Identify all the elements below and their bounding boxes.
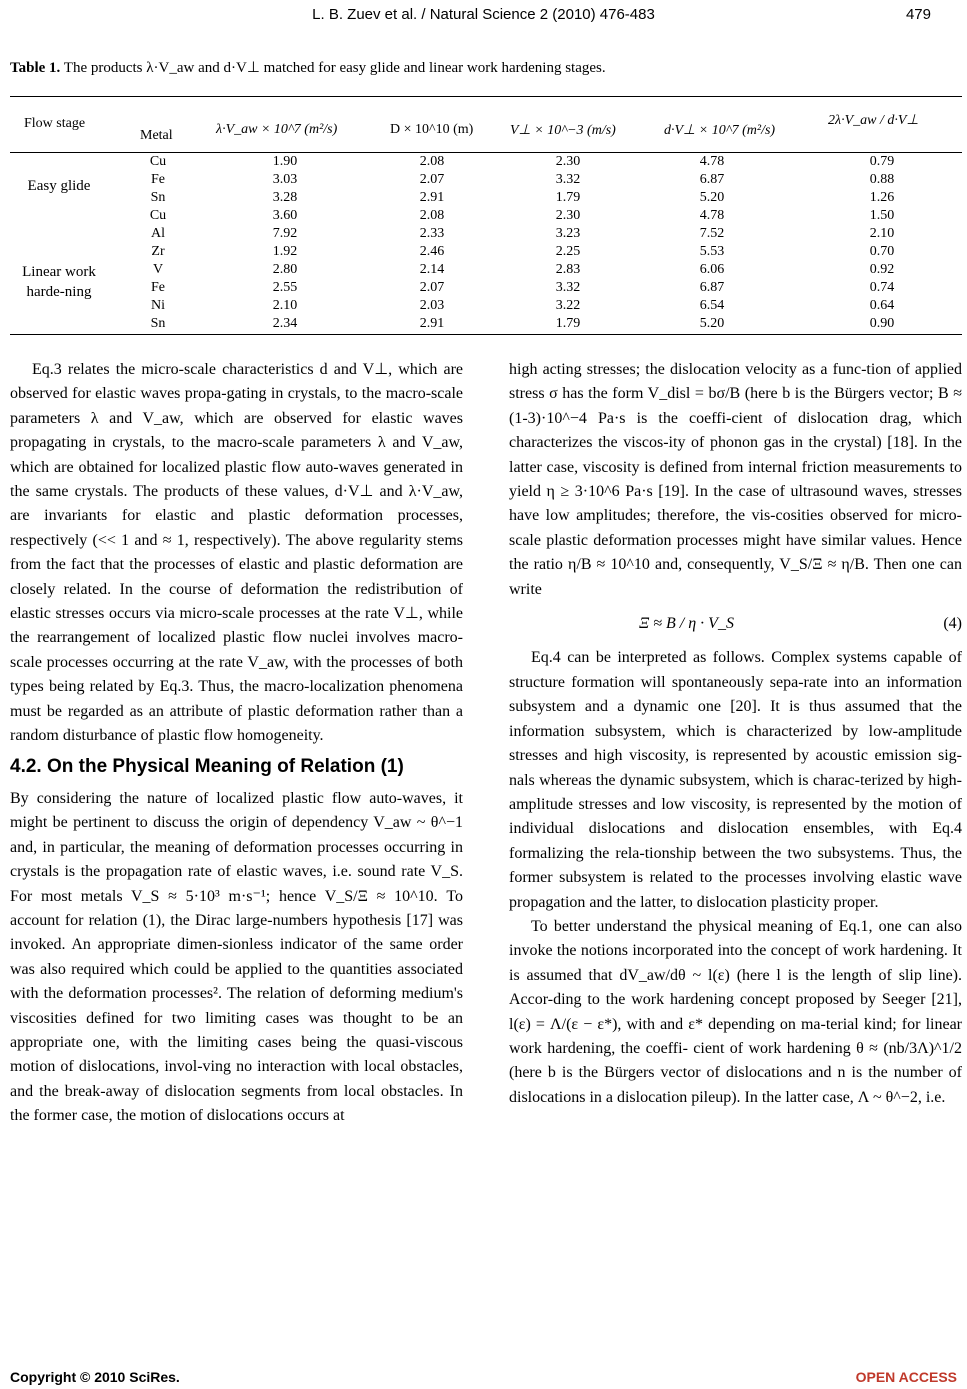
table-cell: 3.60 [272,208,298,223]
table-cell-metal: Fe [151,280,165,295]
table-cell: 2.14 [419,262,445,277]
table-cell: 0.64 [869,298,895,313]
page-number: 479 [905,6,931,23]
stage-linear-hardening: Linear work harde-ning [22,264,96,300]
footer-copyright: Copyright © 2010 SciRes. [10,1369,180,1385]
table-cell: 2.91 [419,316,445,331]
table-caption-label: Table 1. [10,60,61,76]
table-cell-metal: Fe [151,172,165,187]
table-cell: 7.52 [699,226,725,241]
table-cell: 2.33 [419,226,445,241]
paragraph: Eq.3 relates the micro-scale characteristics d and V⊥, which are observed for elastic waves propa-gating in crystals, to the macro-scale parameters λ and V_aw, which are observed for elastic waves propagating in crystals, to the macro-scale parameters λ and V_aw, which are obtained for localized plastic flow auto-waves generated in the same crystals. The products of these values, d·V⊥ and λ·V_aw, are invariants for elastic and plastic deformation processes, respectively (<< 1 and ≈ 1, respectively). The above regularity stems from the fact that the processes of elastic and plastic deformation are closely related. In the course of deformation the redistribution of elastic stresses occurs via micro-scale processes at the rate V⊥, while the rearrangement of localized plastic flow nuclei involves macro-scale processes occurring at the rate V_aw, with the processes of both types being related by Eq.3. Thus, the macro-localization phenomena must be regarded as an attribute of plastic deformation rather than a random disturbance of plastic flow homogeneity. [10,361,463,745]
table-cell: 2.34 [272,316,298,331]
equation-body: Ξ ≈ B / η · V_S [639,615,734,633]
stage-easy-glide: Easy glide [27,178,91,194]
header-lambda-vaw: λ·V_aw × 10^7 (m²/s) [216,122,338,137]
header-d: D × 10^10 (m) [390,122,474,137]
table-cell: 2.83 [555,262,581,277]
left-column [10,358,463,1129]
table-cell: 0.70 [869,244,895,259]
table-cell: 3.03 [272,172,298,187]
table-cell: 3.23 [555,226,581,241]
table-cell: 2.08 [419,154,445,169]
table-caption [10,58,606,77]
table-cell-metal: Sn [150,190,166,205]
table-cell-metal: Zr [151,244,165,259]
table-cell: 1.79 [555,316,581,331]
table-cell: 2.03 [419,298,445,313]
table-cell: 2.07 [419,172,445,187]
table-cell: 5.20 [699,316,725,331]
table-cell: 2.08 [419,208,445,223]
table-cell-metal: Cu [149,208,167,223]
table-cell: 0.92 [869,262,895,277]
table-cell: 1.92 [272,244,298,259]
paragraph: By considering the nature of localized plastic flow auto-waves, it might be pertinent to discuss the origin of dependency V_aw ~ θ^−1 and, in particular, the meaning of deformation processes occurring in crystals is the propagation rate of elastic waves, i.e. sound rate V_S. For most metals V_S ≈ 5·10³ m·s⁻¹; hence V_S/Ξ ≈ 10^10. To account for relation (1), the Dirac large-numbers hypothesis [17] was invoked. An appropriate dimen-sionless indicator of the same order was also required which could be applied to the quantities associated with the deformation processes². The relation of deforming medium's viscosities defined for two limiting cases was thought to be an appropriate one, with the limiting cases being the quasi-viscous motion of dislocations, invol-ving no interaction with local obstacles, and the break-away of dislocation segments from local obstacles. In the former case, the motion of dislocations occurs at [10,789,463,1125]
table-cell-metal: Al [151,226,165,241]
table-cell: 2.30 [555,154,581,169]
paragraph: To better understand the physical meaning of Eq.1, one can also invoke the notions incorporated into the concept of work hardening. It is assumed that dV_aw/dθ ~ l(ε) (here l is the length of slip line). Accor-ding to the work hardening concept proposed by Seeger [21], l(ε) = Λ/(ε − ε*), with and ε* depending on ma-terial kind; for linear work hardening, the coeffi- cient of work hardening θ ≈ (nb/3Λ)^1/2 (here b is the Bürgers vector of dislocations and n is the number of dislocations in a dislocation pileup). In the latter case, Λ ~ θ^−2, i.e. [509,917,962,1106]
header-v-perp: V⊥ × 10^−3 (m/s) [510,123,616,138]
table-cell: 1.79 [555,190,581,205]
equation-4 [509,612,962,636]
table-cell: 4.78 [699,208,725,223]
right-column [509,358,962,1110]
table-cell: 2.07 [419,280,445,295]
footer-open-access: OPEN ACCESS [855,1369,957,1385]
table-cell: 2.91 [419,190,445,205]
table-caption-text: The products λ·V_aw and d·V⊥ matched for easy glide and linear work hardening stages. [63,60,606,76]
paragraph: high acting stresses; the dislocation velocity as a func-tion of applied stress σ has the form V_disl = bσ/B (here b is the Bürgers vector; B ≈ (1-3)·10^−4 Pa·s is the coeffi-cient of dislocation drag, which characterizes the viscos-ity of phonon gas in the crystal) [18]. In the latter case, viscosity is defined from internal friction measurements to yield η ≥ 3·10^6 Pa·s [19]. In the case of ultrasound waves, stresses have low amplitudes; therefore, the vis-cosities observed for micro-scale plastic deformation processes might have similar values. Hence the ratio η/B ≈ 10^10 and, consequently, V_S/Ξ ≈ η/B. Then one can write [509,361,962,598]
table-cell: 3.32 [555,172,581,187]
table-cell: 6.87 [699,280,725,295]
table-cell: 6.54 [699,298,725,313]
table-cell: 7.92 [272,226,298,241]
table-cell: 1.26 [869,190,895,205]
header-d-v-perp: d·V⊥ × 10^7 (m²/s) [664,123,776,138]
equation-number: (4) [943,615,962,633]
paragraph: Eq.4 can be interpreted as follows. Complex systems capable of structure formation will spontaneously sepa-rate into an information subsystem and a dynamic one [20]. It is thus assumed that the information subsystem, which is characterized by low-amplitude stresses and high viscosity, is represented by acoustic emission sig-nals whereas the dynamic subsystem, which is charac-terized by high-amplitude stresses and low viscosity, is represented by the motion of individual dislocations and dislocation ensembles, with Eq.4 formalizing the rela-tionship between the two subsystems. Thus, the former subsystem is related to the processes involving elastic wave propagation and the latter, to dislocation plasticity proper. [509,649,962,911]
table-cell: 2.46 [419,244,445,259]
table-cell: 2.10 [869,226,895,241]
header-metal: Metal [140,128,173,143]
table-cell: 1.50 [869,208,895,223]
table-cell: 4.78 [699,154,725,169]
header-ratio: 2λ·V_aw / d·V⊥ [828,113,919,128]
table-cell: 2.80 [272,262,298,277]
header-flow-stage: Flow stage [24,116,86,131]
table-header-rule [10,152,962,153]
table-cell-metal: V [152,262,164,277]
table-cell: 5.53 [699,244,725,259]
table-cell-metal: Ni [151,298,165,313]
table-cell-metal: Cu [149,154,167,169]
section-heading: 4.2. On the Physical Meaning of Relation (1) [10,755,404,777]
table-cell: 6.87 [699,172,725,187]
table-cell: 3.22 [555,298,581,313]
table-cell: 3.28 [272,190,298,205]
table-cell: 0.74 [869,280,895,295]
table-cell: 3.32 [555,280,581,295]
table-bottom-rule [10,334,962,335]
table-cell: 2.10 [272,298,298,313]
table-cell: 0.79 [869,154,895,169]
table-cell-metal: Sn [150,316,166,331]
table-cell: 6.06 [699,262,725,277]
table-cell: 2.30 [555,208,581,223]
running-title: L. B. Zuev et al. / Natural Science 2 (2010) 476-483 [312,6,655,23]
table-top-rule [10,96,962,97]
table-cell: 0.90 [869,316,895,331]
table-cell: 2.55 [272,280,298,295]
table-cell: 0.88 [869,172,895,187]
table-cell: 2.25 [555,244,581,259]
table-cell: 5.20 [699,190,725,205]
table-cell: 1.90 [272,154,298,169]
